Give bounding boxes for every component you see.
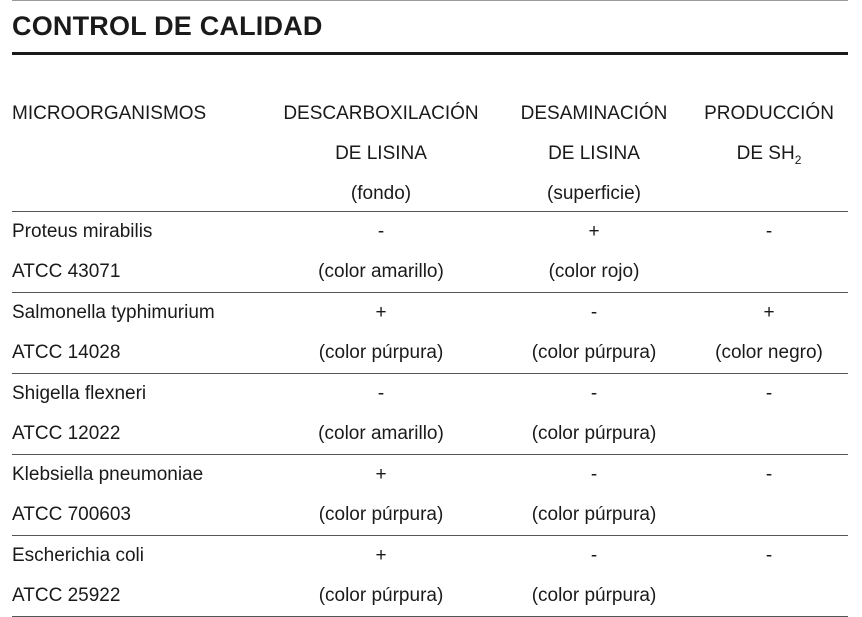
deamination-color: (color púrpura) [531,423,657,444]
table-row [12,211,848,292]
production-result: - [765,545,773,566]
header-microorganisms: MICROORGANISMOS [12,103,207,124]
table-header [12,94,848,214]
deamination-color: (color púrpura) [531,342,657,363]
organism-name: Escherichia coli [12,545,144,566]
deamination-color: (color rojo) [548,261,640,282]
organism-strain: ATCC 43071 [12,261,121,282]
decarboxylation-result: + [375,302,387,323]
deamination-result: - [590,464,598,485]
deamination-result: - [590,383,598,404]
organism-strain: ATCC 14028 [12,342,121,363]
organism-strain: ATCC 12022 [12,423,121,444]
title-divider [12,52,848,55]
page-title: CONTROL DE CALIDAD [12,11,323,41]
decarboxylation-result: + [375,545,387,566]
deamination-result: - [590,545,598,566]
organism-name: Klebsiella pneumoniae [12,464,204,485]
decarboxylation-color: (color amarillo) [318,261,444,282]
table-body [12,211,848,617]
production-color: (color negro) [715,342,823,363]
header-deamination: DESAMINACIÓN DE LISINA (superficie) [520,103,668,204]
decarboxylation-result: + [375,464,387,485]
decarboxylation-color: (color púrpura) [318,504,444,525]
header-production-sh2: DE $SH_2$ [736,143,802,167]
deamination-result: + [588,221,600,242]
organism-strain: ATCC 700603 [12,504,131,525]
header-decarboxylation: DESCARBOXILACIÓN DE LISINA (fondo) [283,103,479,204]
decarboxylation-result: - [377,221,385,242]
decarboxylation-result: - [377,383,385,404]
table-row [12,292,848,373]
production-result: + [763,302,775,323]
organism-name: Shigella flexneri [12,383,147,404]
production-result: - [765,221,773,242]
organism-name: Salmonella typhimurium [12,302,215,323]
subscript-2: 2 [794,153,802,167]
production-result: - [765,464,773,485]
top-rule [12,0,848,1]
table-row [12,535,848,617]
decarboxylation-color: (color púrpura) [318,342,444,363]
organism-strain: ATCC 25922 [12,585,121,606]
deamination-result: - [590,302,598,323]
table-row [12,454,848,535]
organism-name: Proteus mirabilis [12,221,153,242]
header-production: PRODUCCIÓN DE $SH_2$ [690,94,848,175]
table-row [12,373,848,454]
deamination-color: (color púrpura) [531,504,657,525]
deamination-color: (color púrpura) [531,585,657,606]
decarboxylation-color: (color amarillo) [318,423,444,444]
decarboxylation-color: (color púrpura) [318,585,444,606]
production-result: - [765,383,773,404]
